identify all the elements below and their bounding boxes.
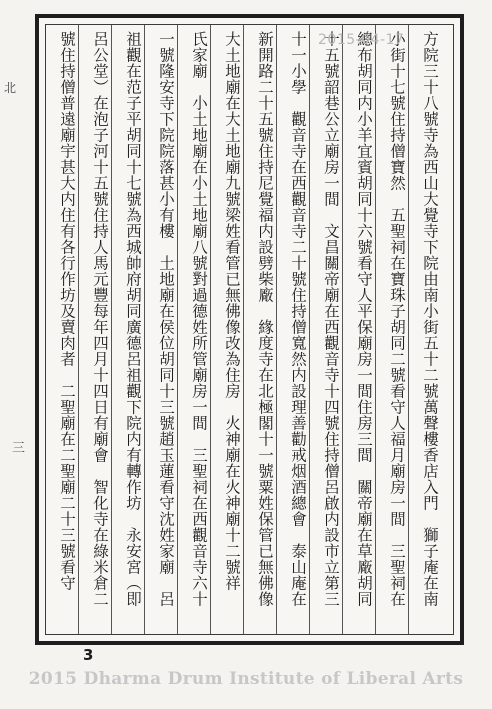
page-frame bbox=[35, 14, 464, 645]
text-column: 小街十七號住持僧寶然 五聖祠在寶珠子胡同二號看守人福月廟房一間 三聖祠在 bbox=[388, 31, 406, 607]
column-rule bbox=[111, 25, 112, 634]
column-rule bbox=[177, 25, 178, 634]
date-stamp: 2015-04-17 bbox=[318, 32, 405, 48]
column-rule bbox=[243, 25, 244, 634]
page-number: 3 bbox=[83, 646, 94, 664]
margin-mark-top: 北 bbox=[4, 81, 17, 95]
text-column: 號住持僧普遠廟宇甚大内住有各行作坊及賣肉者 二聖廟在二聖廟二十三號看守 bbox=[58, 31, 76, 591]
text-column: 氏家廟 小土地廟在小土地廟八號對過德姓所管廟房一間 三聖祠在西觀音寺六十 bbox=[190, 31, 208, 607]
column-rule bbox=[144, 25, 145, 634]
text-column: 呂公堂）在泡子河十五號住持人馬元豐每年四月十四日有廟會 智化寺在綠米倉二 bbox=[91, 31, 109, 607]
column-rule bbox=[342, 25, 343, 634]
text-column: 祖觀在范子平胡同十七號為西城帥府胡同廣德呂祖觀下院内有轉作坊 永安宮（即 bbox=[124, 31, 142, 607]
text-column: 一號隆安寺下院院落甚小有樓 土地廟在侯位胡同十三號趙玉蓮看守沈姓家廟 呂 bbox=[157, 31, 175, 607]
text-column: 十五號韶巷公立廟房一間 文昌關帝廟在西觀音寺十四號住持僧呂啟内設市立第三 bbox=[322, 31, 340, 607]
column-rule bbox=[78, 25, 79, 634]
watermark: 2015 Dharma Drum Institute of Liberal Arts bbox=[28, 669, 464, 689]
column-rule bbox=[309, 25, 310, 634]
text-column: 總布胡同内小羊宜賓胡同十六號看守人平保廟房一間住房三間 關帝廟在草廠胡同 bbox=[355, 31, 373, 607]
column-rule bbox=[375, 25, 376, 634]
column-rule bbox=[408, 25, 409, 634]
text-column: 大土地廟在大土地廟九號梁姓看管已無佛像改為住房 火神廟在火神廟十二號祥 bbox=[223, 31, 241, 591]
margin-mark-bottom: 三 bbox=[12, 441, 26, 456]
text-block bbox=[45, 24, 454, 635]
text-column: 方院三十八號寺為西山大覺寺下院由南小街五十二號萬聲樓香店入門 獅子庵在南 bbox=[421, 31, 439, 607]
text-column: 新開路二十五號住持尼覺福内設劈柴廠 緣度寺在北極閣十一號粟姓保管已無佛像 bbox=[256, 31, 274, 607]
text-column: 十一小學 觀音寺在西觀音寺二十號住持僧寬然内設理善勸戒烟酒總會 泰山庵在 bbox=[289, 31, 307, 607]
column-rule bbox=[276, 25, 277, 634]
column-rule bbox=[210, 25, 211, 634]
